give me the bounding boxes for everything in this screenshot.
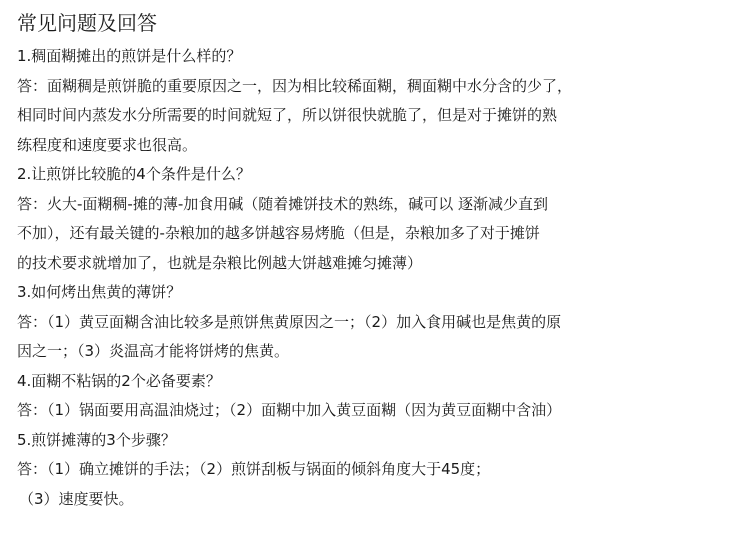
answer-1-line-1: 答：面糊稠是煎饼脆的重要原因之一，因为相比较稀面糊，稠面糊中水分含的少了， <box>17 76 573 95</box>
question-5: 5.煎饼摊薄的3个步骤？ <box>17 430 176 449</box>
answer-5-line-1: 答：（1）确立摊饼的手法；（2）煎饼刮板与锅面的倾斜角度大于45度； <box>17 460 491 478</box>
answer-3-line-2: 因之一；（3）炎温高才能将饼烤的焦黄。 <box>17 342 290 360</box>
question-4: 4.面糊不粘锅的2个必备要素？ <box>17 371 221 390</box>
answer-2-line-1: 答：火大-面糊稠-摊的薄-加食用碱（随着摊饼技术的熟练，碱可以 逐渐减少直到 <box>17 194 549 213</box>
answer-5-line-2: （3）速度要快。 <box>19 489 134 508</box>
question-1: 1.稠面糊摊出的煎饼是什么样的？ <box>17 47 242 65</box>
answer-2-line-2: 不加），还有最关键的-杂粮加的越多饼越容易烤脆（但是，杂粮加多了对于摊饼 <box>17 224 540 242</box>
document-title: 常见问题及回答 <box>17 11 157 35</box>
answer-2-line-3: 的技术要求就增加了，也就是杂粮比例越大饼越难摊匀摊薄） <box>17 253 423 272</box>
answer-3-line-1: 答：（1）黄豆面糊含油比较多是煎饼焦黄原因之一；（2）加入食用碱也是焦黄的原 <box>17 312 562 331</box>
answer-1-line-3: 练程度和速度要求也很高。 <box>17 135 198 154</box>
answer-4-line-1: 答：（1）锅面要用高温油烧过；（2）面糊中加入黄豆面糊（因为黄豆面糊中含油） <box>17 401 562 419</box>
question-2: 2.让煎饼比较脆的4个条件是什么？ <box>17 165 251 183</box>
question-3: 3.如何烤出焦黄的薄饼？ <box>17 283 182 301</box>
answer-1-line-2: 相同时间内蒸发水分所需要的时间就短了，所以饼很快就脆了，但是对于摊饼的熟 <box>17 106 558 124</box>
